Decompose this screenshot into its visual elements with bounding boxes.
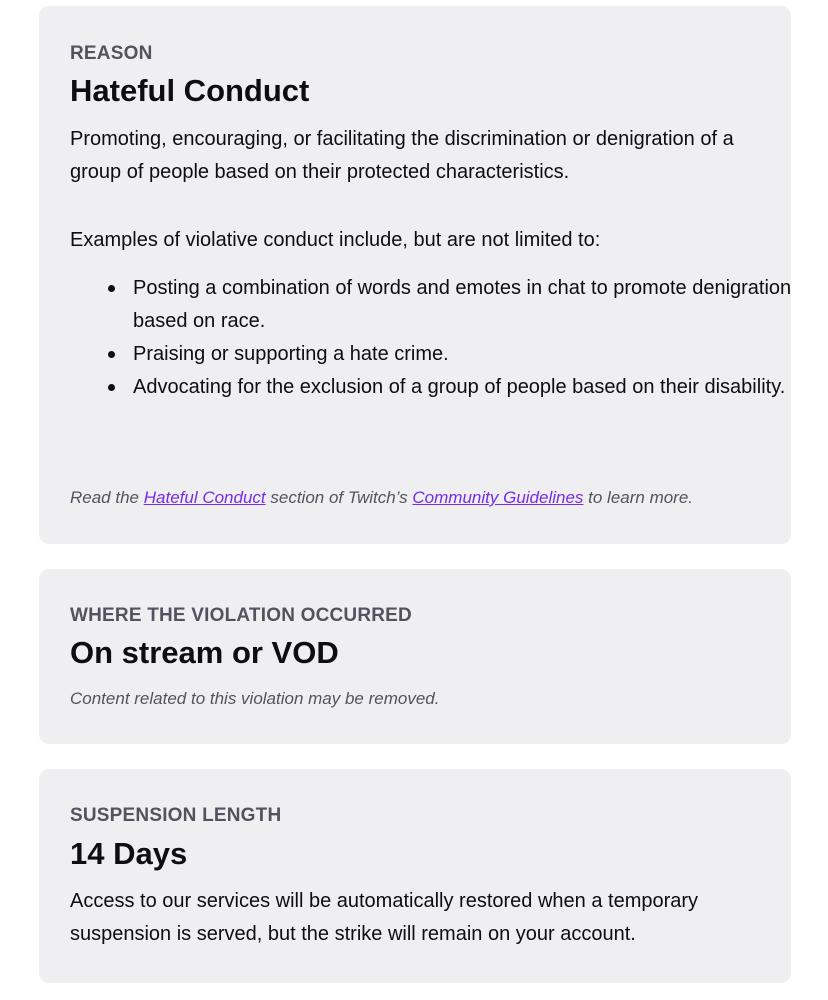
examples-intro: Examples of violative conduct include, but are not limited to:	[70, 229, 601, 251]
bullet-icon	[108, 384, 115, 391]
violation-location-card	[39, 569, 791, 744]
reason-title: Hateful Conduct	[70, 73, 310, 108]
list-item-text: Posting a combination of words and emotes in chat to promote denigration based on race.	[133, 277, 792, 332]
where-title: On stream or VOD	[70, 635, 339, 670]
suspension-description: Access to our services will be automatically restored when a temporary suspension is served, but the strike will remain on your account.	[70, 890, 699, 945]
list-item	[133, 338, 823, 371]
list-item	[133, 272, 823, 338]
list-item-text: Praising or supporting a hate crime.	[133, 343, 449, 365]
where-note: Content related to this violation may be removed.	[70, 689, 440, 708]
bullet-icon	[108, 351, 115, 358]
note-suffix: to learn more.	[583, 488, 694, 507]
where-eyebrow: WHERE THE VIOLATION OCCURRED	[70, 605, 412, 626]
reason-description: Promoting, encouraging, or facilitating the discrimination or denigration of a group of people based on their protected characteristics.	[70, 128, 734, 183]
community-guidelines-link[interactable]: Community Guidelines	[412, 488, 584, 507]
hateful-conduct-link[interactable]: Hateful Conduct	[143, 488, 266, 507]
note-prefix: Read the	[70, 488, 144, 507]
suspension-title: 14 Days	[70, 836, 188, 871]
list-item	[133, 371, 823, 404]
reason-card	[39, 6, 791, 544]
reason-eyebrow: REASON	[70, 43, 153, 64]
bullet-icon	[108, 285, 115, 292]
suspension-length-card	[39, 769, 791, 983]
suspension-eyebrow: SUSPENSION LENGTH	[70, 805, 282, 826]
note-middle: section of Twitch’s	[265, 488, 413, 507]
guidelines-note	[70, 486, 780, 510]
list-item-text: Advocating for the exclusion of a group of people based on their disability.	[133, 376, 786, 398]
examples-list	[70, 272, 823, 404]
